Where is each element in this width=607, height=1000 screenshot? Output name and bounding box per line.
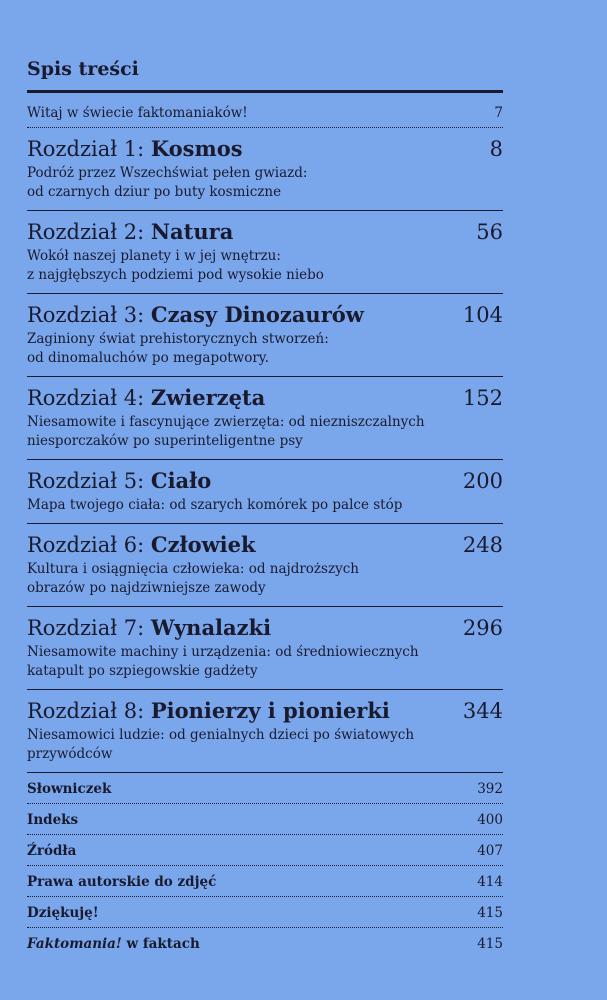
chapter-heading [27,468,503,493]
chapter-desc-line: Niesamowite i fascynujące zwierzęta: od niezniszczalnych [27,414,425,430]
chapter-desc-line: przywódców [27,746,113,762]
chapter-entry[interactable] [27,294,503,377]
toc-extra-entry[interactable] [27,928,503,958]
chapter-page: 344 [462,699,503,723]
extra-page: 414 [477,874,503,890]
intro-label: Witaj w świecie faktomaniaków! [27,105,248,121]
chapter-description [27,247,503,285]
chapter-heading [27,615,503,640]
chapter-description [27,560,503,598]
toc-intro-entry[interactable] [27,93,503,128]
chapter-name: Kosmos [150,136,243,161]
chapter-entry[interactable] [27,211,503,294]
chapter-desc-line: Mapa twojego ciała: od szarych komórek po palce stóp [27,497,403,513]
chapter-entry[interactable] [27,377,503,460]
chapter-name: Człowiek [150,532,256,557]
chapter-heading [27,136,503,161]
chapter-entry[interactable] [27,460,503,524]
chapter-desc-line: od czarnych dziur po buty kosmiczne [27,184,282,200]
extra-label: Dziękuję! [27,905,99,921]
extra-label: Prawa autorskie do zdjęć [27,874,217,890]
extra-label: Słowniczek [27,781,112,797]
extra-page: 415 [477,936,503,952]
chapter-entry[interactable] [27,524,503,607]
chapter-name: Wynalazki [150,615,272,640]
chapter-page: 104 [462,303,503,327]
extra-label: Źródła [27,843,77,859]
chapter-description [27,164,503,202]
chapter-title [27,136,243,161]
chapter-page: 248 [462,533,503,557]
extra-label [27,936,200,952]
toc-extra-entry[interactable] [27,866,503,897]
chapter-title [27,532,256,557]
extra-label-italic: Faktomania! [27,936,122,952]
chapter-name: Ciało [150,468,212,493]
chapter-entry[interactable] [27,690,503,773]
chapter-prefix: Rozdział 5: [27,469,151,493]
chapter-desc-line: Kultura i osiągnięcia człowieka: od najdroższych [27,561,359,577]
chapter-desc-line: obrazów po najdziwniejsze zawody [27,580,266,596]
toc-extra-entry[interactable] [27,804,503,835]
chapter-desc-line: Wokół naszej planety i w jej wnętrzu: [27,248,281,264]
chapter-description [27,413,503,451]
chapter-name: Zwierzęta [150,385,266,410]
chapter-page: 56 [476,220,503,244]
chapter-name: Pionierzy i pionierki [150,698,390,723]
chapter-desc-line: Podróż przez Wszechświat pełen gwiazd: [27,165,308,181]
toc-extra-entry[interactable] [27,773,503,804]
chapter-page: 200 [462,469,503,493]
toc-extra-entry[interactable] [27,835,503,866]
extra-label: Indeks [27,812,79,828]
chapter-prefix: Rozdział 4: [27,386,151,410]
chapter-prefix: Rozdział 3: [27,303,151,327]
chapter-description [27,643,503,681]
extras-list [27,773,503,958]
chapter-desc-line: niesporczaków po superinteligentne psy [27,433,303,449]
chapter-title [27,615,271,640]
chapter-title [27,385,265,410]
chapter-list [27,128,503,773]
chapter-heading [27,532,503,557]
chapter-page: 296 [462,616,503,640]
chapter-prefix: Rozdział 7: [27,616,151,640]
chapter-desc-line: Niesamowici ludzie: od genialnych dzieci po światowych [27,727,415,743]
chapter-title [27,219,233,244]
chapter-heading [27,385,503,410]
chapter-description [27,726,503,764]
chapter-prefix: Rozdział 2: [27,220,151,244]
chapter-heading [27,302,503,327]
chapter-desc-line: katapult po szpiegowskie gadżety [27,663,258,679]
chapter-heading [27,219,503,244]
chapter-name: Natura [150,219,234,244]
chapter-prefix: Rozdział 6: [27,533,151,557]
table-of-contents [27,58,503,958]
chapter-title [27,302,364,327]
toc-extra-entry[interactable] [27,897,503,928]
chapter-prefix: Rozdział 1: [27,137,151,161]
chapter-title [27,468,211,493]
chapter-page: 152 [462,386,503,410]
chapter-desc-line: Niesamowite machiny i urządzenia: od średniowiecznych [27,644,419,660]
toc-title: Spis treści [27,58,503,93]
chapter-entry[interactable] [27,128,503,211]
extra-label-rest: w faktach [121,936,200,952]
extra-page: 407 [477,843,503,859]
chapter-prefix: Rozdział 8: [27,699,151,723]
chapter-description [27,496,503,515]
extra-page: 400 [477,812,503,828]
extra-page: 415 [477,905,503,921]
intro-page: 7 [494,105,503,121]
chapter-desc-line: z najgłębszych podziemi pod wysokie niebo [27,267,324,283]
chapter-title [27,698,390,723]
chapter-name: Czasy Dinozaurów [150,302,364,327]
chapter-page: 8 [489,137,503,161]
chapter-entry[interactable] [27,607,503,690]
chapter-description [27,330,503,368]
chapter-heading [27,698,503,723]
chapter-desc-line: Zaginiony świat prehistorycznych stworzeń: [27,331,329,347]
chapter-desc-line: od dinomaluchów po megapotwory. [27,350,269,366]
extra-page: 392 [477,781,503,797]
